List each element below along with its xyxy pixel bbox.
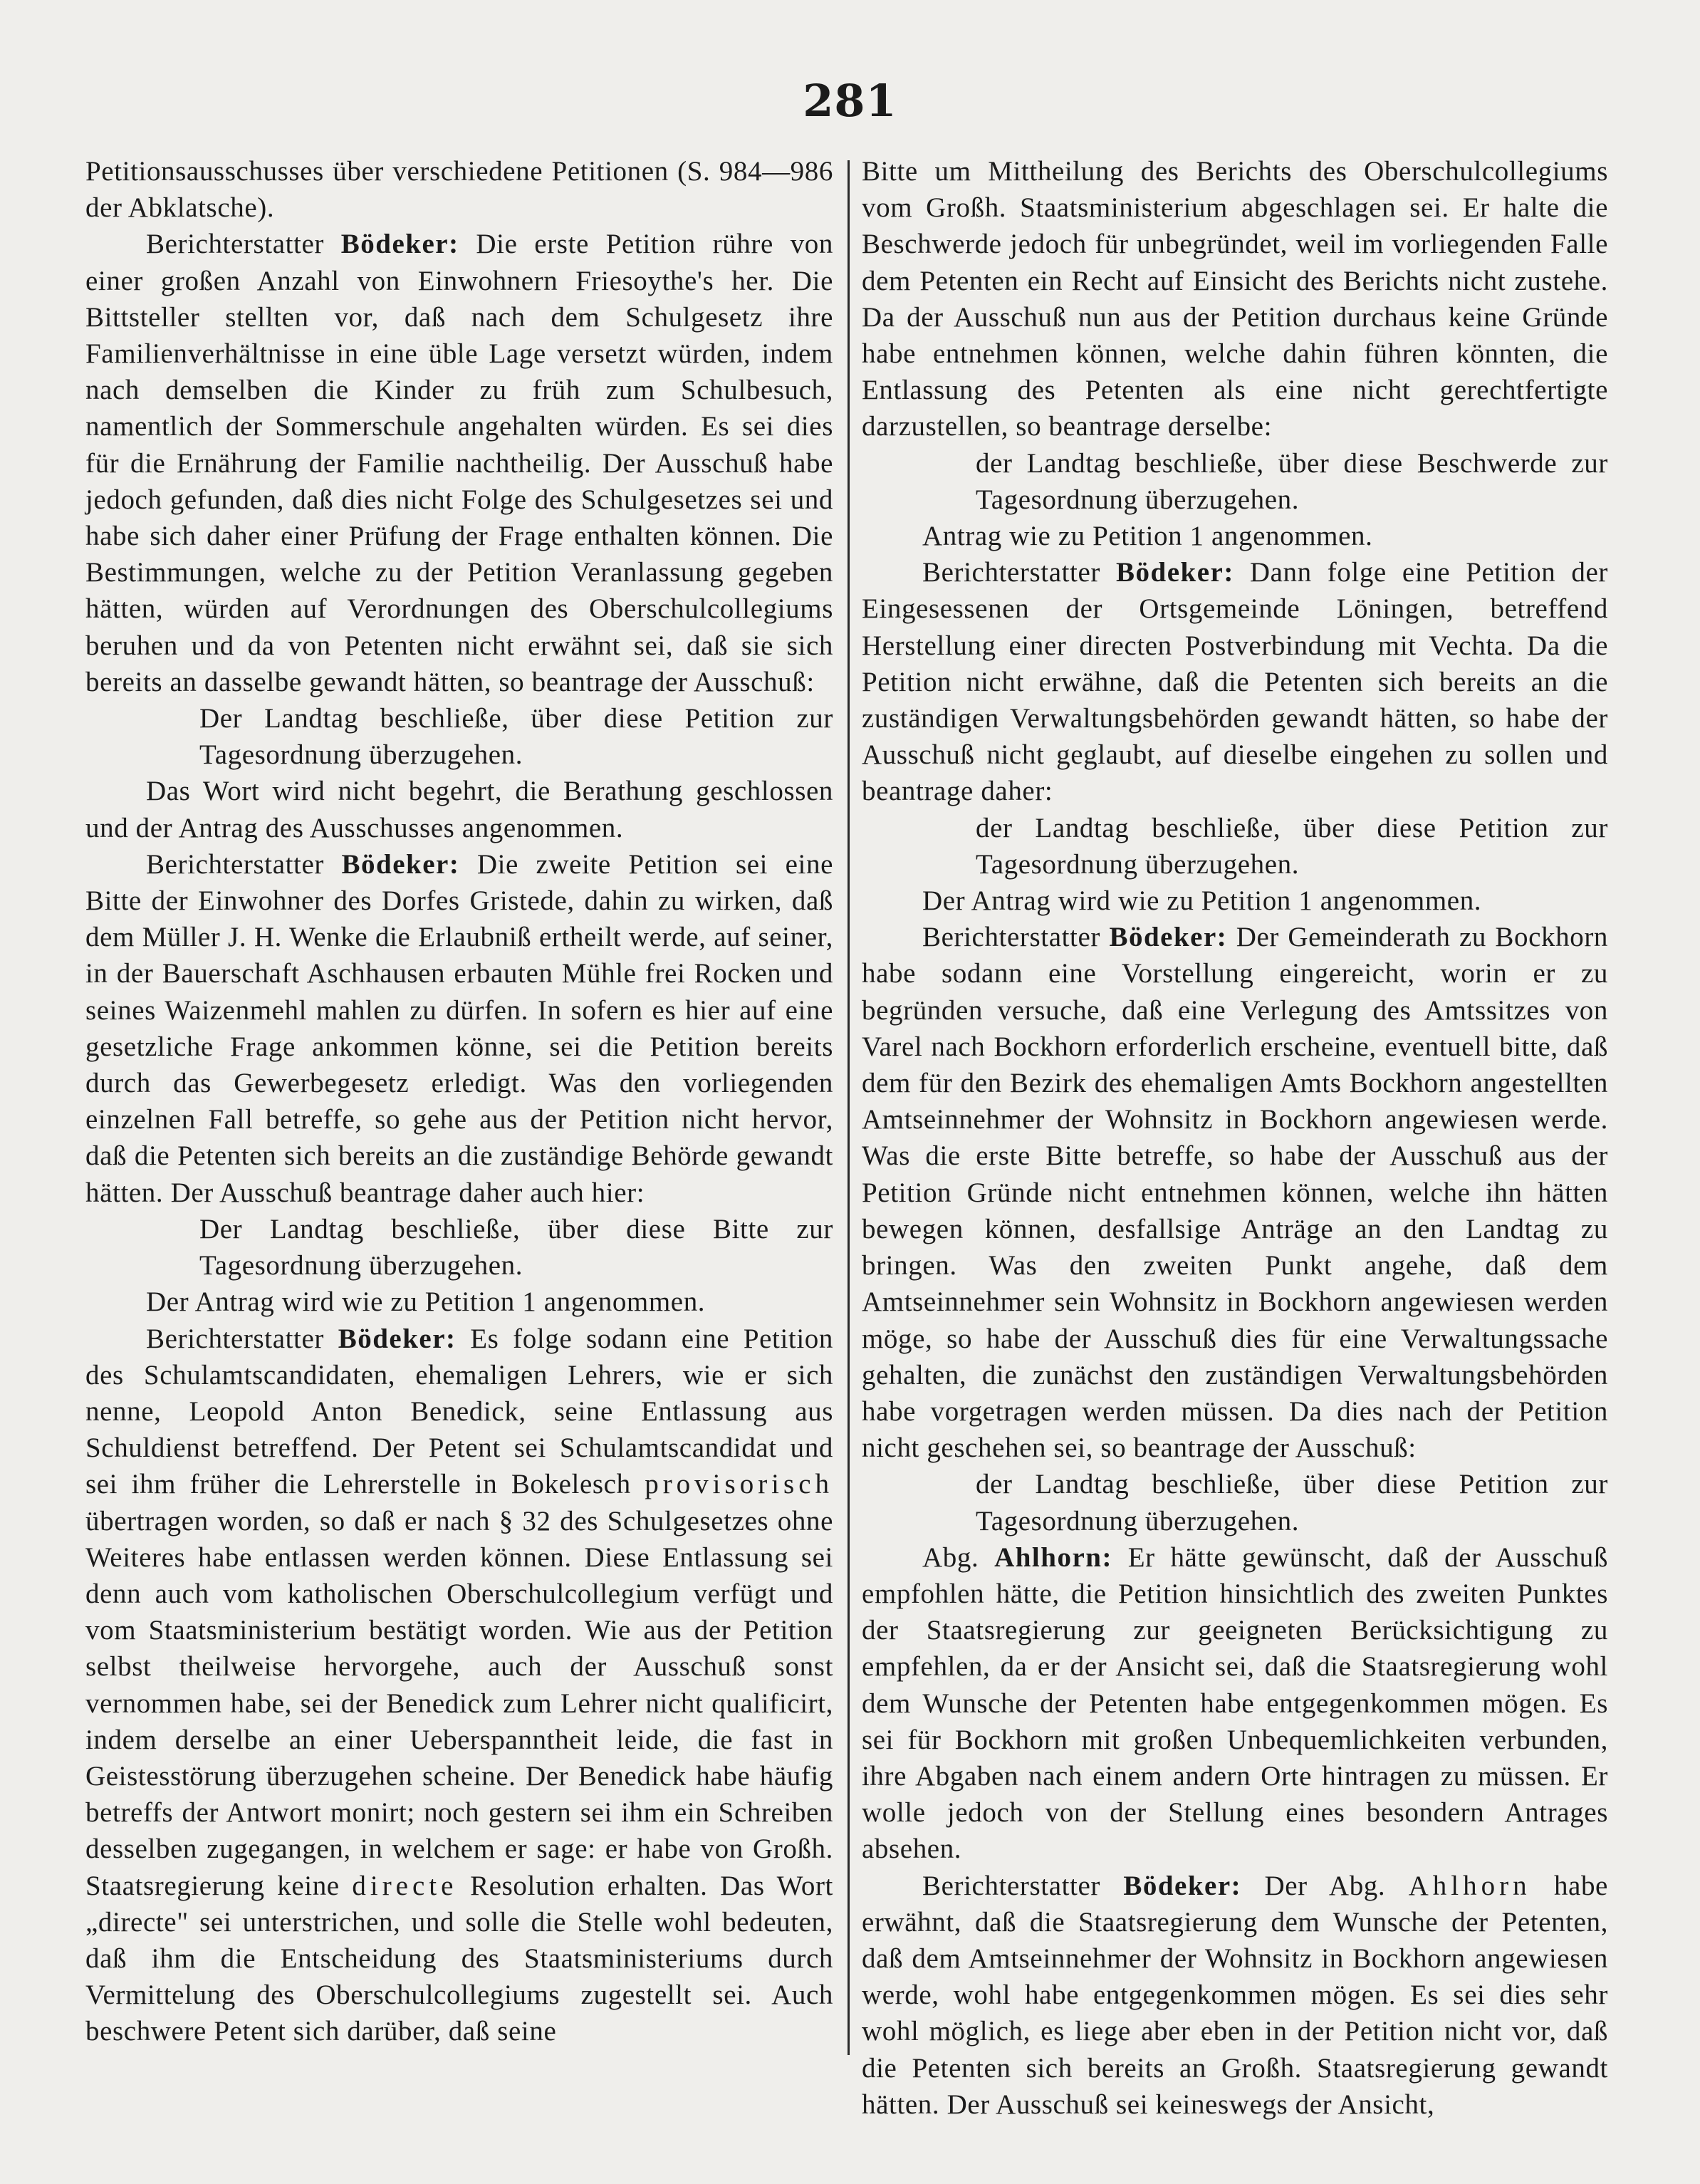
paragraph: Das Wort wird nicht begehrt, die Berathung geschlossen und der Antrag des Ausschusses angenommen. xyxy=(85,776,833,843)
paragraph xyxy=(862,919,1608,1466)
paragraph xyxy=(85,846,833,1211)
speaker-name: Bödeker: xyxy=(340,229,459,260)
emphasized-word: Ahlhorn xyxy=(1408,1870,1531,1901)
paragraph: Bitte um Mittheilung des Berichts des Oberschulcollegiums vom Großh. Staatsministerium abgeschlagen sei. Er halte die Beschwerde jedoch für unbegründet, weil im vorliegenden Falle dem Petenten ein Recht auf Einsicht des Berichts nicht zustehe. Da der Ausschuß nun aus der Petition durchaus keine Gründe habe entnehmen können, welche dahin führen könnten, die Entlassung des Petenten als eine nicht gerechtfertigte darzustellen, so beantrage derselbe: xyxy=(862,156,1608,442)
paragraph-text: übertragen worden, so daß er nach § 32 des Schulgesetzes ohne Weiteres habe entlassen werden können. Diese Entlassung sei denn auch vom katholischen Oberschulcollegium verfügt und vom Staatsministerium bestätigt worden. Wie aus der Petition selbst theilweise hervorgehe, auch der Ausschuß sonst vernommen habe, sei der Benedick zum Lehrer nicht qualificirt, indem derselbe an einer Ueberspanntheit leide, die fast in Geistesstörung überzugehen scheine. Der Benedick habe häufig betreffs der Antwort monirt; noch gestern sei ihm ein Schreiben desselben zugegangen, in welchem er sage: er habe von Großh. Staatsregierung keine xyxy=(85,1505,833,1901)
speaker-title: Berichterstatter xyxy=(146,229,324,260)
paragraph-text: Resolution erhalten. Das Wort „directe" sei unterstrichen, und solle die Stelle wohl bedeuten, daß ihm die Entscheidung des Staatsministeriums durch Vermittelung des Oberschulcollegiums zugestellt sei. Auch beschwere Petent sich darüber, daß seine xyxy=(85,1870,833,2047)
speaker-name: Ahlhorn: xyxy=(994,1541,1112,1573)
speaker-title: Berichterstatter xyxy=(146,1323,324,1354)
speaker-name: Bödeker: xyxy=(338,1323,457,1354)
paragraph-text: Er hätte gewünscht, daß der Ausschuß empfohlen hätte, die Petition hinsichtlich des zweiten Punktes der Staatsregierung zur geeigneten Berücksichtigung zu empfehlen, da er der Ansicht sei, daß die Staatsregierung wohl dem Wunsche der Petenten habe entgegenkommen mögen. Es sei für Bockhorn mit großen Unbequemlichkeiten verbunden, ihre Abgaben nach einem andern Orte hintragen zu müssen. Er wolle jedoch von der Stellung eines besondern Antrages absehen. xyxy=(862,1541,1608,1865)
motion-text: Der Landtag beschließe, über diese Bitte zur Tagesordnung überzugehen. xyxy=(199,1213,833,1281)
speaker-name: Bödeker: xyxy=(1109,922,1228,953)
speaker-title: Berichterstatter xyxy=(922,922,1100,953)
resolution-text: Der Antrag wird wie zu Petition 1 angenommen. xyxy=(922,885,1482,917)
paragraph xyxy=(862,554,1608,809)
column-divider xyxy=(848,160,850,2055)
paragraph-text: Die erste Petition rühre von einer großen Anzahl von Einwohnern Friesoythe's her. Die Bittsteller stellten vor, daß nach dem Schulgesetz ihre Familienverhältnisse in eine üble Lage versetzt würden, indem nach demselben die Kinder zu früh zum Schulbesuch, namentlich der Sommerschule angehalten würden. Es sei dies für die Ernährung der Familie nachtheilig. Der Ausschuß habe jedoch gefunden, daß dies nicht Folge des Schulgesetzes sei und habe sich daher einer Prüfung der Frage enthalten können. Die Bestimmungen, welche zu der Petition Veranlassung gegeben hätten, würden auf Verordnungen des Oberschulcollegiums beruhen und da von Petenten nicht erwähnt sei, daß sie sich bereits an dasselbe gewandt hätten, so beantrage der Ausschuß: xyxy=(85,229,833,697)
speaker-title: Berichterstatter xyxy=(146,848,324,880)
speaker-name: Bödeker: xyxy=(1116,557,1234,588)
paragraph-text: Es folge sodann eine Petition des Schulamtscandidaten, ehemaligen Lehrers, wie er sich nenne, Leopold Anton Benedick, seine Entlassung aus Schuldienst betreffend. Der Petent sei Schulamtscandidat und sei ihm früher die Lehrerstelle in Bokelesch xyxy=(85,1323,833,1500)
paragraph-text: Der Gemeinderath zu Bockhorn habe sodann eine Vorstellung eingereicht, worin er zu begründen versuche, daß eine Verlegung des Amtssitzes von Varel nach Bockhorn erforderlich erscheine, eventuell bitte, daß dem für den Bezirk des ehemaligen Amts Bockhorn angestellten Amtseinnehmer der Wohnsitz in Bockhorn angewiesen werde. Was die erste Bitte betreffe, so habe der Ausschuß aus der Petition Gründe nicht entnehmen können, welche ihn hätten bewegen können, desfallsige Anträge an den Landtag zu bringen. Was den zweiten Punkt angehe, daß dem Amtseinnehmer sein Wohnsitz in Bockhorn angewiesen werden möge, so habe der Ausschuß dies für eine Verwaltungssache gehalten, die zunächst den zuständigen Verwaltungsbehörden habe vorgetragen werden müssen. Da dies nach der Petition nicht geschehen sei, so beantrage der Ausschuß: xyxy=(862,922,1609,1464)
paragraph xyxy=(85,1321,833,2050)
emphasized-word: directe xyxy=(352,1870,458,1901)
paragraph xyxy=(862,1868,1608,2123)
speaker-title: Abg. xyxy=(922,1541,979,1573)
speaker-title: Berichterstatter xyxy=(922,1870,1100,1901)
speaker-title: Berichterstatter xyxy=(922,557,1100,588)
paragraph-text: Der Abg. xyxy=(1264,1870,1386,1901)
paragraph-text: Dann folge eine Petition der Eingesessenen der Ortsgemeinde Löningen, betreffend Herstellung einer directen Postverbindung mit Vechta. Da die Petition nicht erwähne, daß die Petenten sich bereits an die zuständigen Verwaltungsbehörden gewandt hätten, so habe der Ausschuß nicht geglaubt, auf dieselbe eingehen zu sollen und beantrage daher: xyxy=(862,557,1608,807)
paragraph xyxy=(85,226,833,700)
paragraph: Petitionsausschusses über verschiedene Petitionen (S. 984—986 der Abklatsche). xyxy=(85,156,833,224)
right-column xyxy=(862,153,1608,2123)
speaker-name: Bödeker: xyxy=(341,848,460,880)
speaker-name: Bödeker: xyxy=(1123,1870,1242,1901)
paragraph xyxy=(862,1539,1608,1868)
paragraph-text: habe erwähnt, daß die Staatsregierung dem Wunsche der Petenten, daß dem Amtseinnehmer der Wohnsitz in Bockhorn angewiesen werde, wohl habe entgegenkommen mögen. Es sei dies sehr wohl möglich, es liege aber eben in der Petition nicht vor, daß die Petenten sich bereits an Großh. Staatsregierung gewandt hätten. Der Ausschuß sei keineswegs der Ansicht, xyxy=(862,1870,1608,2120)
left-column xyxy=(85,153,833,2050)
paragraph-text: Die zweite Petition sei eine Bitte der Einwohner des Dorfes Gristede, dahin zu wirken, daß dem Müller J. H. Wenke die Erlaubniß ertheilt werde, auf seiner, in der Bauerschaft Aschhausen erbauten Mühle frei Rocken und seines Waizenmehl mahlen zu dürfen. In sofern es hier auf eine gesetzliche Frage ankommen könne, sei die Petition bereits durch das Gewerbegesetz erledigt. Was den vorliegenden einzelnen Fall betreffe, so gehe aus der Petition nicht hervor, daß die Petenten sich bereits an die zuständige Behörde gewandt hätten. Der Ausschuß beantrage daher auch hier: xyxy=(85,848,833,1208)
motion-text: der Landtag beschließe, über diese Petition zur Tagesordnung überzugehen. xyxy=(976,1469,1608,1536)
page-number: 281 xyxy=(803,75,897,127)
resolution-text: Antrag wie zu Petition 1 angenommen. xyxy=(922,521,1373,552)
motion-text: der Landtag beschließe, über diese Petition zur Tagesordnung überzugehen. xyxy=(976,812,1608,880)
motion-text: der Landtag beschließe, über diese Beschwerde zur Tagesordnung überzugehen. xyxy=(976,447,1608,515)
emphasized-word: provisorisch xyxy=(645,1469,833,1500)
resolution-text: Der Antrag wird wie zu Petition 1 angenommen. xyxy=(146,1286,706,1318)
motion-text: Der Landtag beschließe, über diese Petition zur Tagesordnung überzugehen. xyxy=(199,703,833,771)
